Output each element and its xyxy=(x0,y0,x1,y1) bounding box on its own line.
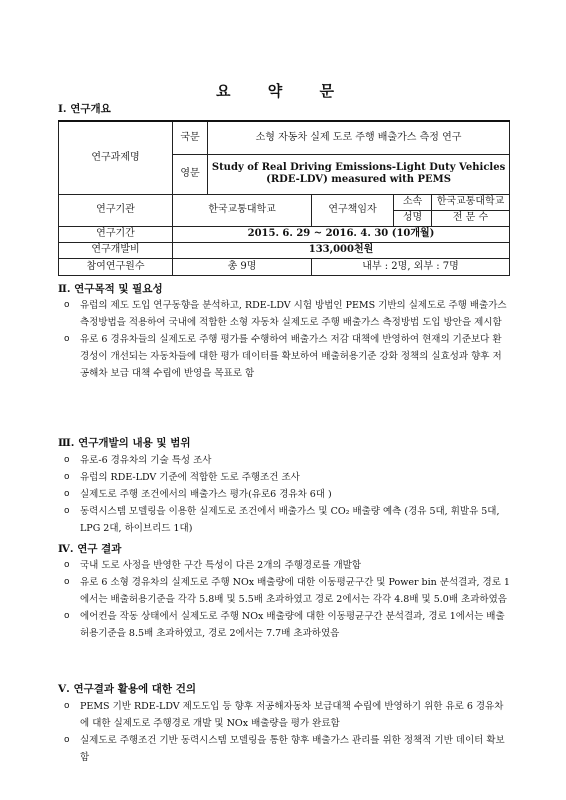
bullet-icon: o xyxy=(64,489,70,499)
list-item: o 유로 6 소형 경유차의 실제도로 주행 NOx 배출량에 대한 이동평균구간 및 Power bin 분석결과, 경로 1에서는 배출허용기준을 각각 5.8배 및 5.5배 초과하였고 경로 2에서는 각각 4.8배 및 5.0배 초과하였음 xyxy=(64,574,510,608)
list-item: o 유럽의 제도 도입 연구동향을 분석하고, RDE-LDV 시험 방법인 PEMS 기반의 실제도로 주행 배출가스 측정방법을 적용하여 국내에 적합한 소형 자동차 실제도로 주행 배출가스 측정방법 도입 방안을 제시함 xyxy=(64,297,510,331)
list-item: o 유럽의 RDE-LDV 기준에 적합한 도로 주행조건 조사 xyxy=(64,469,510,486)
budget-label: 연구개발비 xyxy=(59,242,173,258)
eng-title xyxy=(208,154,510,194)
researchers-split: 내부 : 2명, 외부 : 7명 xyxy=(312,258,510,275)
eng-label: 영문 xyxy=(173,154,208,194)
list-item: o 실제도로 주행조건 기반 동력시스템 모델링을 통한 향후 배출가스 관리를 위한 정책적 기반 데이터 확보함 xyxy=(64,732,510,766)
purpose-list xyxy=(64,297,510,382)
eng-title-line1: Study of Real Driving Emissions-Light Duty Vehicles xyxy=(211,162,506,173)
results-list xyxy=(64,557,510,642)
kor-label: 국문 xyxy=(173,121,208,154)
researchers-total: 총 9명 xyxy=(173,258,312,275)
researchers-label: 참여연구원수 xyxy=(59,258,173,275)
section-heading-results: Ⅳ. 연구 결과 xyxy=(58,543,122,555)
period-label: 연구기간 xyxy=(59,226,173,242)
scope-list xyxy=(64,452,510,537)
recommendations-list xyxy=(64,698,510,766)
list-item: o 유로-6 경유차의 기술 특성 조사 xyxy=(64,452,510,469)
pi-label: 연구책임자 xyxy=(312,194,394,226)
overview-table xyxy=(58,120,510,276)
bullet-icon: o xyxy=(64,735,70,745)
section-heading-recommendations: Ⅴ. 연구결과 활용에 대한 건의 xyxy=(58,683,196,695)
affiliation-label: 소속 xyxy=(394,194,432,210)
bullet-icon: o xyxy=(64,611,70,621)
period-value: 2015. 6. 29 ~ 2016. 4. 30 (10개월) xyxy=(173,226,510,242)
name-label: 성명 xyxy=(394,210,432,226)
bullet-icon: o xyxy=(64,472,70,482)
bullet-icon: o xyxy=(64,701,70,711)
list-item: o 에어컨을 작동 상태에서 실제도로 주행 NOx 배출량에 대한 이동평균구간 분석결과, 경로 1에서는 배출허용기준을 8.5배 초과하였고, 경로 2에서는 7.7배 초과하였음 xyxy=(64,608,510,642)
list-item: o 실제도로 주행 조건에서의 배출가스 평가(유로6 경유차 6대 ) xyxy=(64,486,510,503)
list-item: o PEMS 기반 RDE-LDV 제도도입 등 향후 저공해자동차 보급대책 수립에 반영하기 위한 유로 6 경유차에 대한 실제도로 주행경로 개발 및 NOx 배출량을 평가 완료함 xyxy=(64,698,510,732)
budget-value: 133,000천원 xyxy=(173,242,510,258)
bullet-icon: o xyxy=(64,577,70,587)
affiliation-value: 한국교통대학교 xyxy=(432,194,510,210)
list-item: o 국내 도로 사정을 반영한 구간 특성이 다른 2개의 주행경로를 개발함 xyxy=(64,557,510,574)
bullet-icon: o xyxy=(64,334,70,344)
eng-title-line2: (RDE-LDV) measured with PEMS xyxy=(266,174,451,185)
section-heading-purpose: Ⅱ. 연구목적 및 필요성 xyxy=(58,283,163,295)
section-heading-overview: Ⅰ. 연구개요 xyxy=(58,103,111,115)
bullet-icon: o xyxy=(64,455,70,465)
list-item: o 동력시스템 모델링을 이용한 실제도로 조건에서 배출가스 및 CO₂ 배출량 예측 (경유 5대, 휘발유 5대, LPG 2대, 하이브리드 1대) xyxy=(64,503,510,537)
institution-label: 연구기관 xyxy=(59,194,173,226)
bullet-icon: o xyxy=(64,506,70,516)
project-title-label: 연구과제명 xyxy=(59,121,173,194)
bullet-icon: o xyxy=(64,300,70,310)
institution-value: 한국교통대학교 xyxy=(173,194,312,226)
name-value: 전 문 수 xyxy=(432,210,510,226)
list-item: o 유로 6 경유차들의 실제도로 주행 평가를 수행하여 배출가스 저감 대책에 반영하여 현재의 기준보다 환경성이 개선되는 자동차들에 대한 평가 데이터를 확보하여 배출허용기준 강화 정책의 실효성과 향후 저공해차 보급 대책 수립에 반영을 목표로 함 xyxy=(64,331,510,382)
page-title: 요 약 문 xyxy=(216,82,350,100)
section-heading-scope: Ⅲ. 연구개발의 내용 및 범위 xyxy=(58,437,191,449)
bullet-icon: o xyxy=(64,560,70,570)
kor-title: 소형 자동차 실제 도로 주행 배출가스 측정 연구 xyxy=(208,121,510,154)
